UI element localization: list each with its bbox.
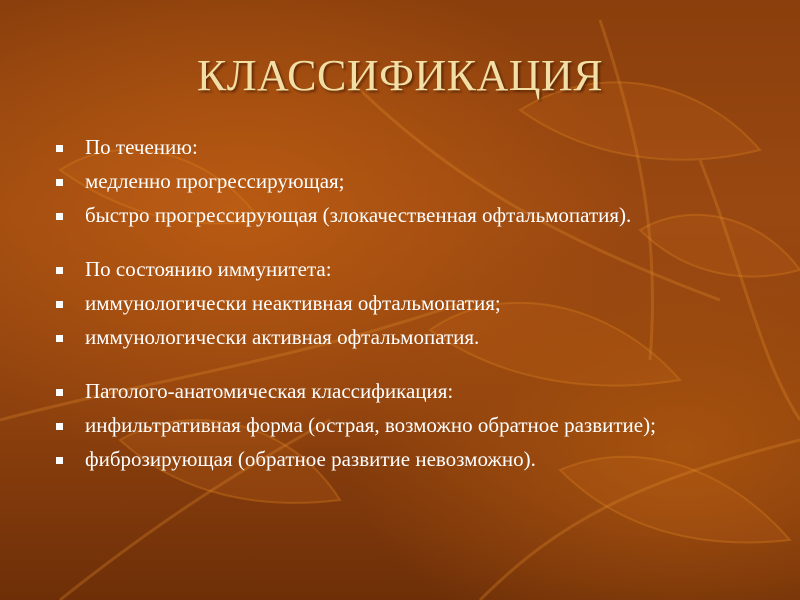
list-item [52, 414, 732, 437]
list-item-text: быстро прогрессирующая (злокачественная офтальмопатия). [85, 203, 632, 227]
square-bullet-icon [56, 389, 63, 396]
list-item [52, 170, 732, 193]
list-item-text: По течению: [85, 135, 198, 159]
list-item-text: По состоянию иммунитета: [85, 257, 332, 281]
list-item [52, 204, 732, 227]
list-item-text: иммунологически активная офтальмопатия. [85, 325, 480, 349]
list-item [52, 448, 732, 471]
list-item-text: инфильтративная форма (острая, возможно обратное развитие); [85, 413, 656, 437]
list-item-text: Патолого-анатомическая классификация: [85, 379, 454, 403]
list-item [52, 380, 732, 403]
list-item [52, 136, 732, 159]
slide-title: КЛАССИФИКАЦИЯ [196, 51, 604, 100]
list-item [52, 258, 732, 281]
list-item-text: фиброзирующая (обратное развитие невозможно). [85, 447, 536, 471]
square-bullet-icon [56, 457, 63, 464]
bullet-list [52, 136, 732, 482]
square-bullet-icon [56, 267, 63, 274]
square-bullet-icon [56, 301, 63, 308]
square-bullet-icon [56, 213, 63, 220]
square-bullet-icon [56, 423, 63, 430]
square-bullet-icon [56, 335, 63, 342]
list-item [52, 292, 732, 315]
list-item [52, 326, 732, 349]
square-bullet-icon [56, 179, 63, 186]
square-bullet-icon [56, 145, 63, 152]
list-item-text: медленно прогрессирующая; [85, 169, 345, 193]
list-item-text: иммунологически неактивная офтальмопатия; [85, 291, 501, 315]
